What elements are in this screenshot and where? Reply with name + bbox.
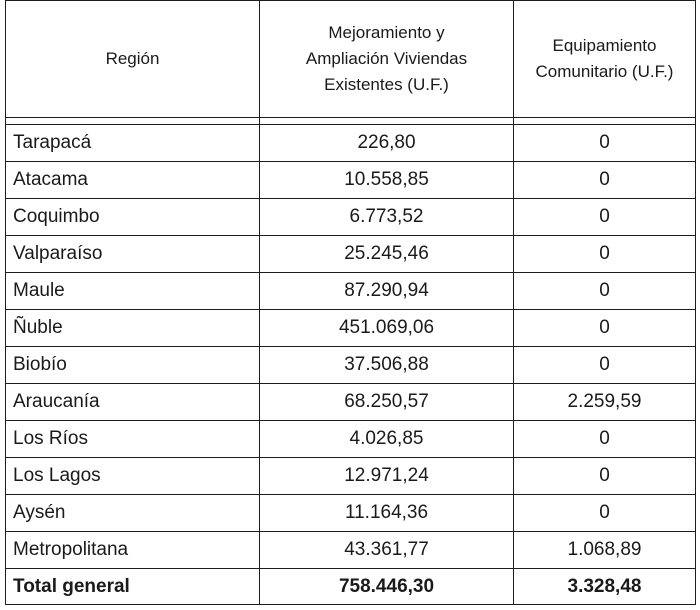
table-row: [6, 421, 696, 458]
header-spacer-row: [6, 118, 696, 125]
spacer-cell: [6, 118, 260, 125]
total-row: [6, 569, 696, 605]
equipamiento-cell: 0: [514, 495, 696, 532]
region-cell: Aysén: [6, 495, 260, 532]
region-cell: Maule: [6, 273, 260, 310]
table-row: [6, 310, 696, 347]
region-investment-table-container: [5, 0, 695, 607]
total-label-cell: Total general: [6, 569, 260, 605]
equipamiento-cell: 0: [514, 199, 696, 236]
region-cell: Los Ríos: [6, 421, 260, 458]
mejoramiento-cell: 37.506,88: [260, 347, 514, 384]
mejoramiento-cell: 68.250,57: [260, 384, 514, 421]
table-row: [6, 236, 696, 273]
header-mejoramiento: [260, 1, 514, 118]
header-equipamiento: [514, 1, 696, 118]
region-cell: Tarapacá: [6, 125, 260, 162]
header-row: [6, 1, 696, 118]
table-row: [6, 125, 696, 162]
equipamiento-cell: 1.068,89: [514, 532, 696, 569]
region-cell: Coquimbo: [6, 199, 260, 236]
region-cell: Valparaíso: [6, 236, 260, 273]
header-mejoramiento-line-2: Ampliación Viviendas: [305, 49, 468, 68]
mejoramiento-cell: 4.026,85: [260, 421, 514, 458]
equipamiento-cell: 0: [514, 162, 696, 199]
table-row: [6, 458, 696, 495]
mejoramiento-cell: 11.164,36: [260, 495, 514, 532]
mejoramiento-cell: 6.773,52: [260, 199, 514, 236]
table-row: [6, 495, 696, 532]
mejoramiento-cell: 226,80: [260, 125, 514, 162]
region-investment-table: [5, 0, 696, 605]
table-header: [6, 1, 696, 118]
header-region-label: Región: [105, 49, 160, 68]
header-mejoramiento-line-1: Mejoramiento y: [328, 23, 445, 42]
header-region: [6, 1, 260, 118]
table-row: [6, 532, 696, 569]
region-cell: Atacama: [6, 162, 260, 199]
equipamiento-cell: 0: [514, 347, 696, 384]
mejoramiento-cell: 451.069,06: [260, 310, 514, 347]
equipamiento-cell: 0: [514, 273, 696, 310]
equipamiento-cell: 0: [514, 236, 696, 273]
spacer-cell: [260, 118, 514, 125]
spacer-cell: [514, 118, 696, 125]
region-cell: Metropolitana: [6, 532, 260, 569]
table-row: [6, 384, 696, 421]
equipamiento-cell: 0: [514, 310, 696, 347]
mejoramiento-cell: 25.245,46: [260, 236, 514, 273]
total-equipamiento-cell: 3.328,48: [514, 569, 696, 605]
table-row: [6, 162, 696, 199]
region-cell: Los Lagos: [6, 458, 260, 495]
header-mejoramiento-line-3: Existentes (U.F.): [324, 75, 449, 94]
equipamiento-cell: 2.259,59: [514, 384, 696, 421]
header-equipamiento-line-2: Comunitario (U.F.): [535, 62, 674, 81]
region-cell: Araucanía: [6, 384, 260, 421]
mejoramiento-cell: 43.361,77: [260, 532, 514, 569]
table-body: [6, 118, 696, 605]
mejoramiento-cell: 10.558,85: [260, 162, 514, 199]
mejoramiento-cell: 12.971,24: [260, 458, 514, 495]
region-cell: Biobío: [6, 347, 260, 384]
equipamiento-cell: 0: [514, 421, 696, 458]
table-row: [6, 273, 696, 310]
total-mejoramiento-cell: 758.446,30: [260, 569, 514, 605]
equipamiento-cell: 0: [514, 458, 696, 495]
mejoramiento-cell: 87.290,94: [260, 273, 514, 310]
region-cell: Ñuble: [6, 310, 260, 347]
table-row: [6, 199, 696, 236]
equipamiento-cell: 0: [514, 125, 696, 162]
table-row: [6, 347, 696, 384]
header-equipamiento-line-1: Equipamiento: [552, 36, 657, 55]
